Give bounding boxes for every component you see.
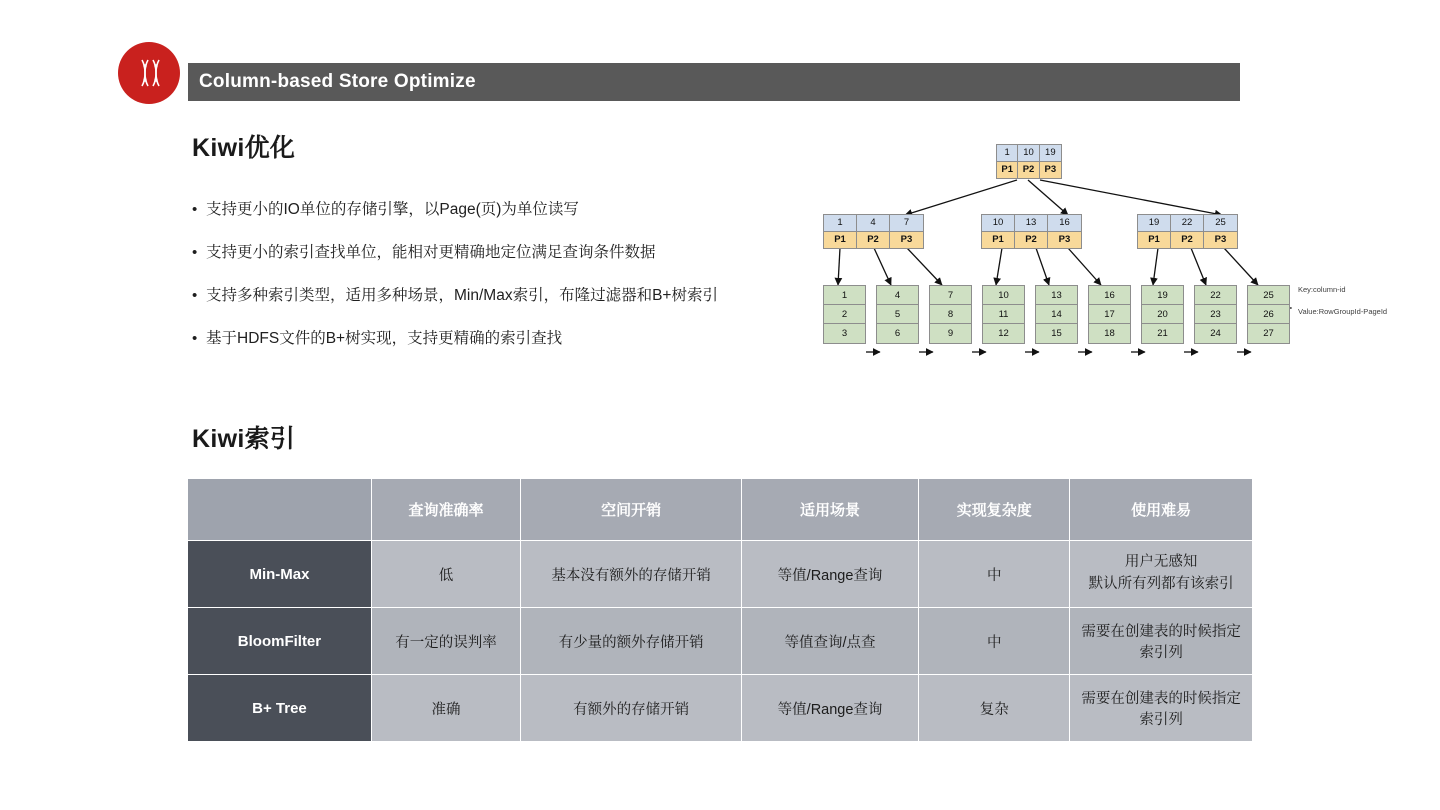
bullet-list [192, 200, 817, 372]
internal-ptr-cell: P3 [1048, 232, 1081, 248]
table-cell: 等值查询/点查 [741, 608, 918, 675]
internal-key-cell: 16 [1048, 215, 1081, 231]
root-ptr-cell: P1 [997, 162, 1018, 178]
list-item [192, 286, 817, 307]
section-heading-optimize: Kiwi优化 [192, 134, 296, 162]
tree-leaf-node [929, 285, 972, 344]
leaf-cell: 27 [1248, 324, 1289, 343]
leaf-cell: 1 [824, 286, 865, 305]
bullet-text: 支持更小的IO单位的存储引擎，以Page(页)为单位读写 [206, 201, 579, 218]
leaf-cell: 16 [1089, 286, 1130, 305]
leaf-cell: 25 [1248, 286, 1289, 305]
tree-leaf-node [1247, 285, 1290, 344]
bullet-dot-icon: • [192, 329, 198, 347]
table-row-header: B+ Tree [188, 675, 372, 742]
table-header-cell: 空间开销 [521, 479, 742, 541]
internal-ptr-row [982, 231, 1081, 248]
table-cell: 需要在创建表的时候指定索引列 [1070, 608, 1253, 675]
leaf-cell: 22 [1195, 286, 1236, 305]
table-cell: 有一定的误判率 [371, 608, 520, 675]
bullet-text: 基于HDFS文件的B+树实现，支持更精确的索引查找 [206, 329, 563, 347]
bullet-dot-icon: • [192, 201, 198, 218]
internal-ptr-cell: P2 [1171, 232, 1204, 248]
internal-ptr-cell: P1 [1138, 232, 1171, 248]
table-header-row [188, 479, 1253, 541]
leaf-cell: 23 [1195, 305, 1236, 324]
root-key-cell: 1 [997, 145, 1018, 161]
table-cell: 有额外的存储开销 [521, 675, 742, 742]
logo-badge [118, 42, 180, 104]
index-comparison-table [187, 478, 1253, 742]
root-key-row [997, 145, 1061, 161]
internal-key-row [982, 215, 1081, 231]
table-row-header: BloomFilter [188, 608, 372, 675]
list-item [192, 243, 817, 264]
leaf-cell: 19 [1142, 286, 1183, 305]
table-cell: 低 [371, 541, 520, 608]
table-cell: 中 [919, 608, 1070, 675]
legend-key-text: Key:column-id [1298, 285, 1346, 294]
bullet-dot-icon: • [192, 243, 198, 261]
leaf-cell: 20 [1142, 305, 1183, 324]
tree-leaf-node [1035, 285, 1078, 344]
internal-ptr-row [824, 231, 923, 248]
dna-strand-icon [136, 58, 162, 88]
slide-title-bar [188, 63, 1240, 101]
table-cell: 需要在创建表的时候指定索引列 [1070, 675, 1253, 742]
root-key-cell: 19 [1040, 145, 1061, 161]
bplus-tree-diagram [810, 130, 1425, 375]
leaf-cell: 18 [1089, 324, 1130, 343]
table-cell: 等值/Range查询 [741, 541, 918, 608]
tree-leaf-node [876, 285, 919, 344]
leaf-cell: 11 [983, 305, 1024, 324]
leaf-cell: 9 [930, 324, 971, 343]
bullet-dot-icon: • [192, 286, 198, 304]
list-item [192, 329, 817, 350]
table-cell: 等值/Range查询 [741, 675, 918, 742]
internal-ptr-row [1138, 231, 1237, 248]
internal-key-row [1138, 215, 1237, 231]
table-body [188, 541, 1253, 742]
internal-ptr-cell: P1 [824, 232, 857, 248]
root-key-cell: 10 [1018, 145, 1039, 161]
leaf-cell: 12 [983, 324, 1024, 343]
table-row-header: Min-Max [188, 541, 372, 608]
table-header-corner [188, 479, 372, 541]
internal-key-cell: 1 [824, 215, 857, 231]
internal-ptr-cell: P2 [1015, 232, 1048, 248]
table-header-cell: 适用场景 [741, 479, 918, 541]
table-cell: 复杂 [919, 675, 1070, 742]
leaf-cell: 15 [1036, 324, 1077, 343]
tree-leaf-node [1194, 285, 1237, 344]
table-cell [1070, 541, 1253, 608]
table-cell: 基本没有额外的存储开销 [521, 541, 742, 608]
leaf-cell: 14 [1036, 305, 1077, 324]
leaf-cell: 10 [983, 286, 1024, 305]
leaf-cell: 3 [824, 324, 865, 343]
internal-key-row [824, 215, 923, 231]
leaf-cell: 6 [877, 324, 918, 343]
internal-key-cell: 7 [890, 215, 923, 231]
leaf-cell: 13 [1036, 286, 1077, 305]
table-header-cell: 实现复杂度 [919, 479, 1070, 541]
root-ptr-row [997, 161, 1061, 178]
internal-key-cell: 19 [1138, 215, 1171, 231]
tree-internal-node [1137, 214, 1238, 249]
bullet-text: 支持多种索引类型，适用多种场景，Min/Max索引，布隆过滤器和B+树索引 [206, 286, 718, 304]
leaf-cell: 2 [824, 305, 865, 324]
internal-key-cell: 22 [1171, 215, 1204, 231]
internal-key-cell: 10 [982, 215, 1015, 231]
table-header-cell: 查询准确率 [371, 479, 520, 541]
root-ptr-cell: P3 [1040, 162, 1061, 178]
tree-leaf-node [1088, 285, 1131, 344]
internal-ptr-cell: P3 [1204, 232, 1237, 248]
internal-ptr-cell: P3 [890, 232, 923, 248]
tree-internal-node [981, 214, 1082, 249]
tree-root-node [996, 144, 1062, 179]
tree-leaf-node [1141, 285, 1184, 344]
leaf-cell: 21 [1142, 324, 1183, 343]
leaf-cell: 17 [1089, 305, 1130, 324]
internal-key-cell: 4 [857, 215, 890, 231]
table-row [188, 675, 1253, 742]
bullet-text: 支持更小的索引查找单位，能相对更精确地定位满足查询条件数据 [206, 243, 656, 261]
leaf-cell: 8 [930, 305, 971, 324]
table-row [188, 541, 1253, 608]
leaf-cell: 5 [877, 305, 918, 324]
leaf-cell: 26 [1248, 305, 1289, 324]
tree-leaf-node [823, 285, 866, 344]
table-cell-line: 用户无感知 [1124, 554, 1198, 571]
internal-ptr-cell: P2 [857, 232, 890, 248]
leaf-cell: 24 [1195, 324, 1236, 343]
tree-internal-node [823, 214, 924, 249]
table-header-cell: 使用难易 [1070, 479, 1253, 541]
list-item [192, 200, 817, 221]
table-cell: 有少量的额外存储开销 [521, 608, 742, 675]
internal-key-cell: 13 [1015, 215, 1048, 231]
table-cell: 中 [919, 541, 1070, 608]
table-cell-line: 默认所有列都有该索引 [1088, 576, 1234, 592]
table-cell: 准确 [371, 675, 520, 742]
legend-value-text: Value:RowGroupId-PageId [1298, 307, 1388, 316]
leaf-cell: 7 [930, 286, 971, 305]
root-ptr-cell: P2 [1018, 162, 1039, 178]
table-header [188, 479, 1253, 541]
internal-key-cell: 25 [1204, 215, 1237, 231]
section-heading-index: Kiwi索引 [192, 425, 296, 453]
tree-leaf-node [982, 285, 1025, 344]
page-title: Column-based Store Optimize [199, 71, 476, 92]
internal-ptr-cell: P1 [982, 232, 1015, 248]
table-row [188, 608, 1253, 675]
leaf-cell: 4 [877, 286, 918, 305]
